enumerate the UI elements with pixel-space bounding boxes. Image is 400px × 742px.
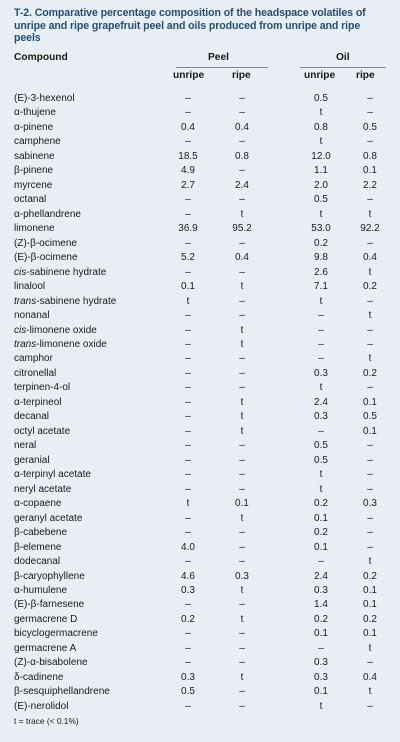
- value-oil-unripe: t: [319, 382, 323, 394]
- value-peel-unripe: –: [185, 440, 191, 452]
- value-peel-unripe: –: [185, 353, 191, 365]
- value-peel-ripe: –: [239, 382, 245, 394]
- table-row: [0, 584, 400, 598]
- compound-name: citronellal: [14, 367, 57, 379]
- value-peel-unripe: 2.7: [181, 179, 195, 191]
- value-oil-unripe: 1.1: [314, 165, 328, 177]
- value-oil-ripe: 0.1: [363, 584, 377, 596]
- value-peel-ripe: –: [239, 700, 245, 712]
- value-peel-ripe: –: [239, 541, 245, 553]
- value-oil-ripe: t: [368, 556, 372, 568]
- header-peel-ripe: ripe: [232, 70, 251, 81]
- value-peel-unripe: –: [185, 469, 191, 481]
- value-peel-unripe: –: [185, 107, 191, 119]
- value-peel-unripe: –: [185, 237, 191, 249]
- value-oil-unripe: –: [318, 556, 324, 568]
- value-peel-unripe: t: [186, 498, 190, 510]
- value-oil-ripe: –: [367, 700, 373, 712]
- header-compound: Compound: [14, 52, 68, 63]
- value-peel-ripe: 95.2: [232, 223, 252, 235]
- value-peel-unripe: 0.4: [181, 121, 195, 133]
- value-oil-unripe: 0.8: [314, 121, 328, 133]
- compound-name: terpinen-4-ol: [14, 382, 71, 394]
- value-oil-ripe: 0.2: [363, 367, 377, 379]
- value-peel-unripe: –: [185, 642, 191, 654]
- compound-name: (E)-β-farnesene: [14, 599, 85, 611]
- table-row: [0, 179, 400, 193]
- value-peel-unripe: –: [185, 93, 191, 104]
- value-oil-ripe: 0.4: [363, 252, 377, 264]
- compound-prefix: trans: [14, 295, 37, 307]
- value-oil-ripe: t: [368, 310, 372, 322]
- value-oil-unripe: –: [318, 310, 324, 322]
- value-peel-ripe: 0.3: [235, 570, 249, 582]
- value-oil-unripe: 0.3: [314, 584, 328, 596]
- table-title: T-2. Comparative percentage composition of the headspace volatiles of unripe and ripe grapefruit peel and oils produced from unripe and ripe peels: [14, 7, 366, 45]
- value-peel-ripe: –: [239, 165, 245, 177]
- table-row: [0, 700, 400, 714]
- compound-name: myrcene: [14, 179, 53, 191]
- value-peel-ripe: t: [240, 324, 244, 336]
- value-oil-unripe: 9.8: [314, 252, 328, 264]
- compound-suffix: -limonene oxide: [36, 338, 107, 350]
- compound-name: decanal: [14, 411, 50, 423]
- value-oil-unripe: 0.5: [314, 454, 328, 466]
- value-oil-ripe: –: [367, 93, 373, 104]
- value-peel-ripe: –: [239, 440, 245, 452]
- value-oil-unripe: 0.1: [314, 512, 328, 524]
- table-row: [0, 367, 400, 381]
- value-peel-unripe: –: [185, 454, 191, 466]
- value-oil-unripe: 0.1: [314, 628, 328, 640]
- value-peel-unripe: –: [185, 194, 191, 206]
- value-oil-unripe: 2.6: [314, 266, 328, 278]
- value-peel-unripe: 0.2: [181, 613, 195, 625]
- compound-name: α-phellandrene: [14, 208, 81, 220]
- value-oil-unripe: 0.2: [314, 527, 328, 539]
- table-row: [0, 121, 400, 135]
- value-oil-unripe: –: [318, 425, 324, 437]
- table-row: [0, 92, 400, 106]
- table-row: [0, 454, 400, 468]
- compound-suffix: -sabinene hydrate: [36, 295, 117, 307]
- value-oil-ripe: 0.1: [363, 165, 377, 177]
- table-row: [0, 280, 400, 294]
- table-row: [0, 251, 400, 265]
- table-row: [0, 627, 400, 641]
- value-peel-unripe: –: [185, 483, 191, 495]
- header-peel-unripe: unripe: [173, 70, 205, 81]
- table-row: [0, 352, 400, 366]
- table-row: [0, 671, 400, 685]
- value-oil-ripe: –: [367, 382, 373, 394]
- value-oil-unripe: –: [318, 642, 324, 654]
- value-oil-ripe: –: [367, 338, 373, 350]
- compound-name: α-terpineol: [14, 396, 62, 408]
- table-row: [0, 381, 400, 395]
- value-peel-unripe: –: [185, 136, 191, 148]
- value-peel-ripe: –: [239, 556, 245, 568]
- table-row: [0, 642, 400, 656]
- value-oil-unripe: –: [318, 353, 324, 365]
- value-oil-ripe: t: [368, 686, 372, 698]
- value-peel-ripe: –: [239, 454, 245, 466]
- value-oil-ripe: –: [367, 295, 373, 307]
- value-peel-ripe: –: [239, 367, 245, 379]
- value-peel-ripe: –: [239, 657, 245, 669]
- value-oil-unripe: t: [319, 295, 323, 307]
- value-oil-unripe: 2.4: [314, 396, 328, 408]
- value-oil-ripe: t: [368, 353, 372, 365]
- value-peel-unripe: –: [185, 338, 191, 350]
- value-oil-ripe: 0.1: [363, 425, 377, 437]
- compound-name: bicyclogermacrene: [14, 628, 98, 640]
- value-peel-unripe: –: [185, 310, 191, 322]
- compound-name: [14, 338, 107, 352]
- table-row: [0, 425, 400, 439]
- value-peel-ripe: –: [239, 93, 245, 104]
- compound-name: [14, 324, 97, 338]
- value-oil-ripe: –: [367, 512, 373, 524]
- compound-name: β-cabebene: [14, 527, 68, 539]
- value-oil-unripe: 0.3: [314, 367, 328, 379]
- table-row: [0, 656, 400, 670]
- value-oil-unripe: t: [319, 700, 323, 712]
- compound-name: [14, 295, 116, 309]
- value-oil-unripe: 0.3: [314, 671, 328, 683]
- compound-name: α-terpinyl acetate: [14, 469, 91, 481]
- compound-name: geranyl acetate: [14, 512, 83, 524]
- value-oil-ripe: 2.2: [363, 179, 377, 191]
- compound-name: sabinene: [14, 150, 55, 162]
- value-oil-unripe: 53.0: [311, 223, 331, 235]
- value-oil-unripe: 0.2: [314, 613, 328, 625]
- value-oil-ripe: 0.1: [363, 396, 377, 408]
- value-peel-ripe: t: [240, 338, 244, 350]
- value-oil-ripe: 0.2: [363, 570, 377, 582]
- table-row: [0, 439, 400, 453]
- value-peel-unripe: 18.5: [178, 150, 198, 162]
- value-oil-unripe: t: [319, 483, 323, 495]
- footnote: t = trace (< 0.1%): [14, 716, 79, 726]
- compound-name: (E)-nerolidol: [14, 700, 69, 712]
- value-peel-ripe: –: [239, 310, 245, 322]
- compound-name: β-elemene: [14, 541, 62, 553]
- compound-name: octanal: [14, 194, 47, 206]
- value-oil-ripe: 0.2: [363, 613, 377, 625]
- value-peel-unripe: –: [185, 324, 191, 336]
- value-oil-unripe: 0.1: [314, 541, 328, 553]
- value-peel-unripe: 0.1: [181, 281, 195, 293]
- table-row: [0, 309, 400, 323]
- table-row: [0, 570, 400, 584]
- value-peel-ripe: 0.8: [235, 150, 249, 162]
- value-peel-unripe: 0.3: [181, 671, 195, 683]
- value-peel-unripe: –: [185, 396, 191, 408]
- value-oil-ripe: 92.2: [360, 223, 380, 235]
- value-oil-ripe: –: [367, 469, 373, 481]
- value-oil-ripe: –: [367, 454, 373, 466]
- value-peel-ripe: –: [239, 599, 245, 611]
- compound-name: δ-cadinene: [14, 671, 64, 683]
- value-oil-ripe: 0.2: [363, 281, 377, 293]
- value-peel-unripe: –: [185, 657, 191, 669]
- value-peel-unripe: –: [185, 367, 191, 379]
- compound-name: linalool: [14, 281, 46, 293]
- value-peel-unripe: –: [185, 556, 191, 568]
- table-row: [0, 135, 400, 149]
- value-oil-unripe: 0.1: [314, 686, 328, 698]
- value-peel-ripe: –: [239, 266, 245, 278]
- value-oil-unripe: –: [318, 338, 324, 350]
- table-row: [0, 613, 400, 627]
- value-peel-unripe: 0.5: [181, 686, 195, 698]
- value-peel-ripe: 0.1: [235, 498, 249, 510]
- value-oil-unripe: –: [318, 324, 324, 336]
- value-peel-ripe: –: [239, 527, 245, 539]
- value-peel-ripe: 2.4: [235, 179, 249, 191]
- value-oil-unripe: 0.3: [314, 411, 328, 423]
- table-row: [0, 150, 400, 164]
- table-row: [0, 222, 400, 236]
- value-peel-unripe: –: [185, 266, 191, 278]
- value-oil-ripe: 0.5: [363, 121, 377, 133]
- value-peel-ripe: –: [239, 483, 245, 495]
- value-oil-unripe: 2.0: [314, 179, 328, 191]
- value-oil-ripe: 0.1: [363, 628, 377, 640]
- value-peel-unripe: –: [185, 599, 191, 611]
- compound-name: β-sesquiphellandrene: [14, 686, 110, 698]
- value-peel-ripe: t: [240, 613, 244, 625]
- value-peel-ripe: 0.4: [235, 252, 249, 264]
- value-peel-ripe: t: [240, 411, 244, 423]
- compound-name: α-pinene: [14, 121, 54, 133]
- table-row: [0, 685, 400, 699]
- compound-name: camphor: [14, 353, 53, 365]
- value-oil-ripe: 0.3: [363, 498, 377, 510]
- value-peel-unripe: 4.6: [181, 570, 195, 582]
- value-peel-ripe: –: [239, 194, 245, 206]
- value-oil-ripe: 0.5: [363, 411, 377, 423]
- value-oil-ripe: –: [367, 657, 373, 669]
- table-row: [0, 555, 400, 569]
- compound-name: (E)-β-ocimene: [14, 252, 78, 264]
- value-peel-ripe: t: [240, 425, 244, 437]
- value-oil-unripe: 1.4: [314, 599, 328, 611]
- value-oil-unripe: 0.5: [314, 93, 328, 104]
- value-oil-ripe: 0.8: [363, 150, 377, 162]
- table-row: [0, 512, 400, 526]
- compound-name: α-thujene: [14, 107, 56, 119]
- compound-name: limonene: [14, 223, 55, 235]
- table-row: [0, 396, 400, 410]
- compound-name: [14, 266, 106, 280]
- compound-name: α-copaene: [14, 498, 62, 510]
- table-row: [0, 497, 400, 511]
- value-peel-ripe: –: [239, 107, 245, 119]
- value-oil-ripe: –: [367, 527, 373, 539]
- compound-name: germacrene D: [14, 613, 78, 625]
- value-oil-unripe: 0.3: [314, 657, 328, 669]
- compound-prefix: trans: [14, 338, 37, 350]
- value-oil-ripe: 0.4: [363, 671, 377, 683]
- value-peel-ripe: –: [239, 353, 245, 365]
- value-peel-unripe: 4.9: [181, 165, 195, 177]
- header-group-peel: Peel: [208, 52, 229, 63]
- value-oil-unripe: t: [319, 136, 323, 148]
- value-peel-unripe: 0.3: [181, 584, 195, 596]
- table-row: [0, 208, 400, 222]
- value-oil-unripe: 0.2: [314, 237, 328, 249]
- value-oil-ripe: –: [367, 136, 373, 148]
- compound-suffix: -sabinene hydrate: [26, 266, 107, 278]
- value-oil-ripe: t: [368, 266, 372, 278]
- table-row: [0, 295, 400, 309]
- value-oil-ripe: –: [367, 237, 373, 249]
- table-row: [0, 541, 400, 555]
- compound-name: dodecanal: [14, 556, 61, 568]
- value-oil-unripe: 0.2: [314, 498, 328, 510]
- table-row: [0, 338, 400, 352]
- rule-under-peel: [176, 67, 268, 68]
- compound-name: geranial: [14, 454, 50, 466]
- value-peel-unripe: –: [185, 411, 191, 423]
- rule-under-oil: [300, 67, 386, 68]
- table-row: [0, 483, 400, 497]
- header-oil-unripe: unripe: [304, 70, 336, 81]
- value-peel-ripe: –: [239, 686, 245, 698]
- value-oil-unripe: 0.5: [314, 194, 328, 206]
- compound-name: octyl acetate: [14, 425, 71, 437]
- value-oil-ripe: –: [367, 324, 373, 336]
- value-peel-ripe: t: [240, 671, 244, 683]
- value-oil-unripe: 2.4: [314, 570, 328, 582]
- table-row: [0, 526, 400, 540]
- value-peel-ripe: –: [239, 628, 245, 640]
- value-peel-ripe: t: [240, 396, 244, 408]
- table-row: [0, 410, 400, 424]
- value-oil-unripe: 12.0: [311, 150, 331, 162]
- value-oil-ripe: –: [367, 483, 373, 495]
- compound-name: β-caryophyllene: [14, 570, 85, 582]
- compound-prefix: cis: [14, 324, 27, 336]
- header-oil-ripe: ripe: [356, 70, 375, 81]
- value-peel-ripe: t: [240, 281, 244, 293]
- value-peel-ripe: –: [239, 642, 245, 654]
- value-oil-unripe: t: [319, 208, 323, 220]
- value-peel-unripe: –: [185, 425, 191, 437]
- value-peel-unripe: 4.0: [181, 541, 195, 553]
- compound-name: camphene: [14, 136, 61, 148]
- value-peel-ripe: 0.4: [235, 121, 249, 133]
- table-row: [0, 106, 400, 120]
- value-peel-unripe: 5.2: [181, 252, 195, 264]
- table-row: [0, 266, 400, 280]
- value-peel-unripe: 36.9: [178, 223, 198, 235]
- value-oil-ripe: –: [367, 541, 373, 553]
- value-peel-ripe: –: [239, 295, 245, 307]
- compound-name: germacrene A: [14, 642, 77, 654]
- value-oil-ripe: –: [367, 107, 373, 119]
- compound-suffix: -limonene oxide: [26, 324, 97, 336]
- value-oil-ripe: t: [368, 208, 372, 220]
- table-row: [0, 193, 400, 207]
- value-peel-unripe: –: [185, 700, 191, 712]
- header-group-oil: Oil: [336, 52, 350, 63]
- compound-name: β-pinene: [14, 165, 54, 177]
- table-row: [0, 237, 400, 251]
- value-peel-unripe: –: [185, 628, 191, 640]
- value-peel-ripe: t: [240, 584, 244, 596]
- value-oil-unripe: 0.5: [314, 440, 328, 452]
- compound-name: neryl acetate: [14, 483, 72, 495]
- table-row: [0, 324, 400, 338]
- table-row: [0, 164, 400, 178]
- value-peel-ripe: –: [239, 469, 245, 481]
- table-row: [0, 468, 400, 482]
- value-peel-unripe: –: [185, 527, 191, 539]
- compound-prefix: cis: [14, 266, 27, 278]
- value-oil-ripe: –: [367, 440, 373, 452]
- value-oil-unripe: t: [319, 107, 323, 119]
- value-peel-unripe: t: [186, 295, 190, 307]
- value-oil-ripe: 0.1: [363, 599, 377, 611]
- value-oil-ripe: t: [368, 642, 372, 654]
- value-oil-ripe: –: [367, 194, 373, 206]
- compound-name: α-humulene: [14, 584, 68, 596]
- value-peel-ripe: t: [240, 208, 244, 220]
- compound-name: neral: [14, 440, 37, 452]
- value-oil-unripe: t: [319, 469, 323, 481]
- compound-name: nonanal: [14, 310, 50, 322]
- value-peel-unripe: –: [185, 382, 191, 394]
- table-row: [0, 598, 400, 612]
- compound-name: (E)-3-hexenol: [14, 93, 75, 104]
- value-peel-unripe: –: [185, 208, 191, 220]
- compound-name: (Z)-α-bisabolene: [14, 657, 88, 669]
- value-peel-unripe: –: [185, 512, 191, 524]
- value-oil-unripe: 7.1: [314, 281, 328, 293]
- value-peel-ripe: –: [239, 237, 245, 249]
- value-peel-ripe: t: [240, 512, 244, 524]
- value-peel-ripe: –: [239, 136, 245, 148]
- compound-name: (Z)-β-ocimene: [14, 237, 77, 249]
